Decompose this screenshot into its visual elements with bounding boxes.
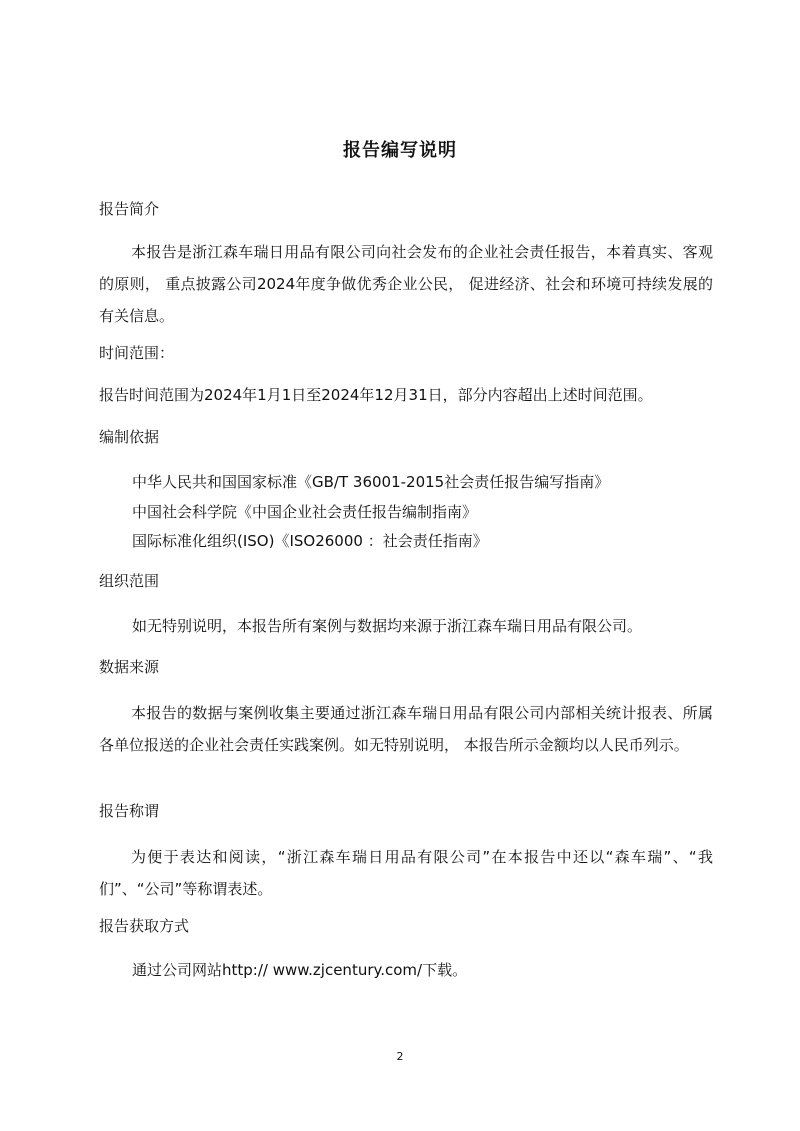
basis-item: 中华人民共和国国家标准《GB/T 36001-2015社会责任报告编写指南》 xyxy=(132,473,610,491)
data-source-paragraph: 本报告的数据与案例收集主要通过浙江森车瑞日用品有限公司内部相关统计报表、所属各单位报送的企业社会责任实践案例。如无特别说明， 本报告所示金额均以人民币列示。 xyxy=(99,704,713,754)
naming-paragraph: 为便于表达和阅读，“浙江森车瑞日用品有限公司”在本报告中还以“森车瑞”、“我们”、“公司”等称谓表述。 xyxy=(99,848,713,898)
section-heading-data-source: 数据来源 xyxy=(99,658,160,676)
section-heading-time-range: 时间范围： xyxy=(99,344,175,362)
section-heading-access: 报告获取方式 xyxy=(99,917,190,935)
intro-paragraph: 本报告是浙江森车瑞日用品有限公司向社会发布的企业社会责任报告，本着真实、客观的原则， 重点披露公司2024年度争做优秀企业公民， 促进经济、社会和环境可持续发展的有关信息。 xyxy=(99,243,713,325)
section-heading-basis: 编制依据 xyxy=(99,428,160,446)
section-heading-naming: 报告称谓 xyxy=(99,802,160,820)
page-number: 2 xyxy=(396,1050,404,1063)
basis-item: 国际标准化组织(ISO)《ISO26000 ：社会责任指南》 xyxy=(132,532,488,550)
access-paragraph: 通过公司网站http:// www.zjcentury.com/下载。 xyxy=(132,961,468,979)
page-title: 报告编写说明 xyxy=(343,140,457,161)
section-heading-intro: 报告简介 xyxy=(99,200,160,218)
scope-paragraph: 如无特别说明，本报告所有案例与数据均来源于浙江森车瑞日用品有限公司。 xyxy=(132,617,643,635)
time-range-paragraph: 报告时间范围为2024年1月1日至2024年12月31日，部分内容超出上述时间范围。 xyxy=(99,386,653,404)
basis-item: 中国社会科学院《中国企业社会责任报告编制指南》 xyxy=(132,503,478,521)
section-heading-scope: 组织范围 xyxy=(99,572,160,590)
